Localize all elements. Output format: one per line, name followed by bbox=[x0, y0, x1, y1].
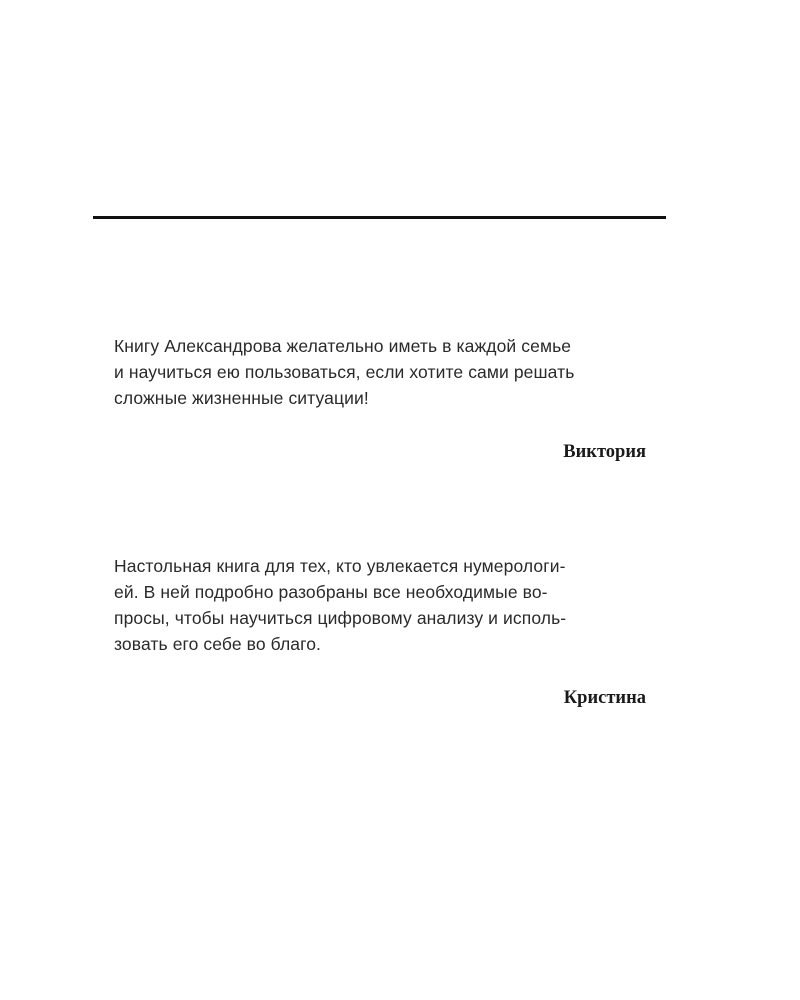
review-text-line: и научиться ею пользоваться, если хотите сами решать bbox=[114, 362, 575, 382]
review-block bbox=[114, 553, 648, 711]
header-rule bbox=[93, 216, 666, 219]
review-text bbox=[114, 333, 648, 411]
review-text-line: Настольная книга для тех, кто увлекается нумерологи- bbox=[114, 556, 566, 576]
review-author: Виктория bbox=[563, 442, 646, 462]
review-text-line: сложные жизненные ситуации! bbox=[114, 388, 369, 408]
review-text-line: Книгу Александрова желательно иметь в каждой семье bbox=[114, 336, 572, 356]
review-text-line: просы, чтобы научиться цифровому анализу и исполь- bbox=[114, 608, 567, 628]
review-text-line: ей. В ней подробно разобраны все необходимые во- bbox=[114, 582, 548, 602]
review-text bbox=[114, 553, 648, 657]
review-block bbox=[114, 333, 648, 465]
review-text-line: зовать его себе во благо. bbox=[114, 634, 322, 654]
review-author: Кристина bbox=[563, 688, 646, 708]
